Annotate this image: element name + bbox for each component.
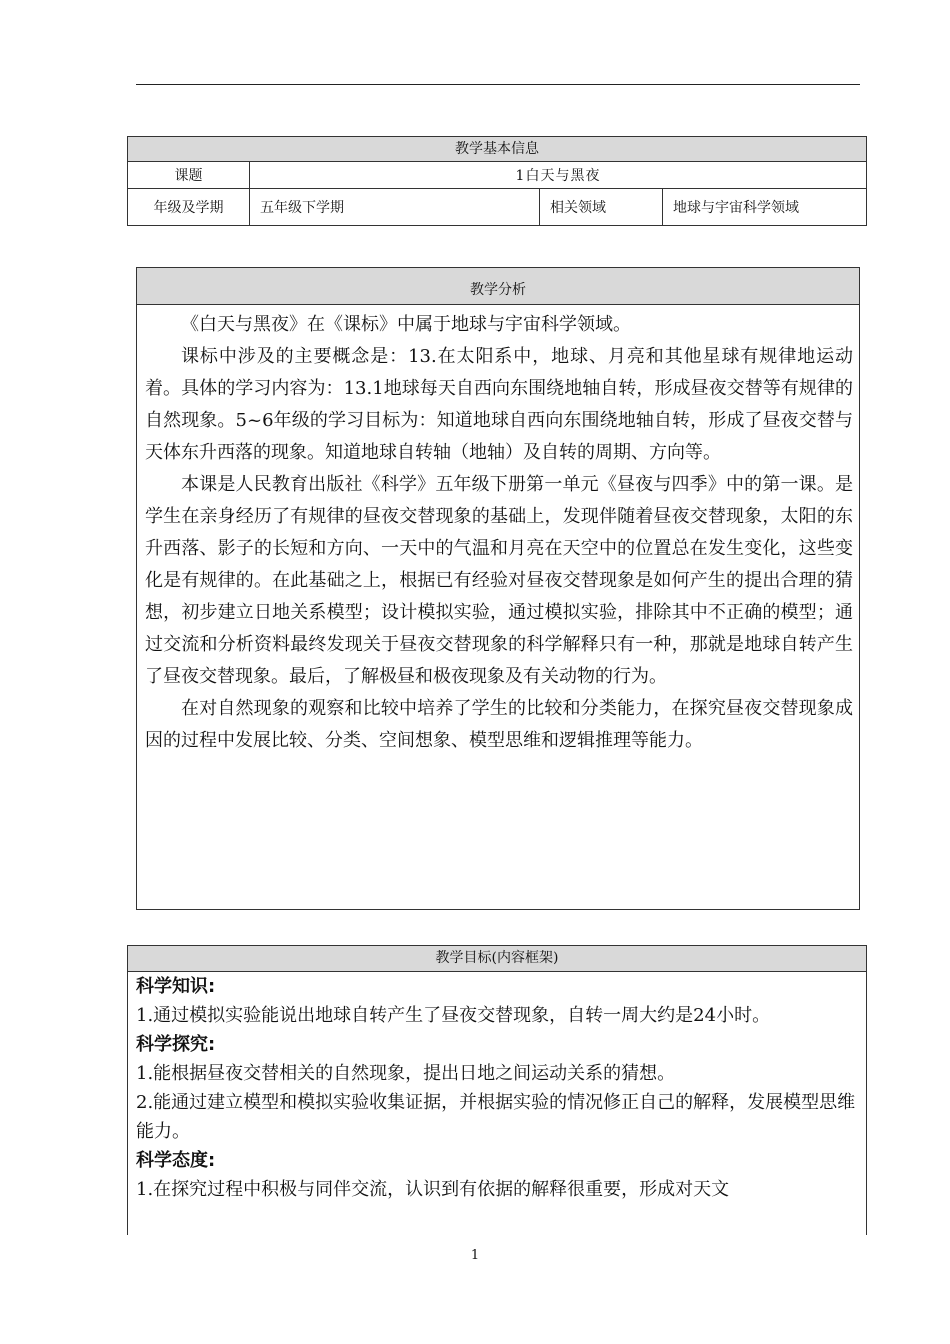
header-rule [136,84,860,85]
analysis-paragraph: 《白天与黑夜》在《课标》中属于地球与宇宙科学领域。 [181,314,631,335]
attitude-heading: 科学态度: [136,1150,216,1171]
field-value: 地球与宇宙科学领域 [673,200,799,216]
objectives-table [127,945,867,1235]
analysis-table [136,267,860,910]
analysis-paragraph: 本课是人民教育出版社《科学》五年级下册第一单元《昼夜与四季》中的第一课。是学生在亲身经历了有规律的昼夜交替现象的基础上，发现伴随着昼夜交替现象，太阳的东升西落、影子的长短和方向、一天中的气温和月亮在天空中的位置总在发生变化，这些变化是有规律的。在此基础之上，根据已有经验对昼夜交替现象是如何产生的提出合理的猜想，初步建立日地关系模型；设计模拟实验，通过模拟实验，排除其中不正确的模型；通过交流和分析资料最终发现关于昼夜交替现象的科学解释只有一种，那就是地球自转产生了昼夜交替现象。最后，了解极昼和极夜现象及有关动物的行为。 [145,474,853,687]
inquiry-item: 1.能根据昼夜交替相关的自然现象，提出日地之间运动关系的猜想。 [136,1063,676,1084]
grade-row [128,189,866,225]
objectives-header: 教学目标(内容框架) [128,946,866,972]
analysis-body [137,305,859,757]
basic-info-header: 教学基本信息 [128,137,866,162]
topic-value: 1白天与黑夜 [515,168,601,184]
analysis-paragraph: 在对自然现象的观察和比较中培养了学生的比较和分类能力，在探究昼夜交替现象成因的过程中发展比较、分类、空间想象、模型思维和逻辑推理等能力。 [145,698,853,751]
field-label: 相关领域 [540,189,663,225]
basic-info-table [127,136,867,226]
topic-row [128,162,866,189]
inquiry-heading: 科学探究: [136,1034,216,1055]
attitude-item: 1.在探究过程中积极与同伴交流，认识到有依据的解释很重要，形成对天文 [136,1179,730,1200]
objectives-body [128,972,866,1204]
topic-label: 课题 [128,162,250,188]
inquiry-item: 2.能通过建立模型和模拟实验收集证据，并根据实验的情况修正自己的解释，发展模型思维能力。 [136,1092,856,1142]
analysis-paragraph: 课标中涉及的主要概念是：13.在太阳系中，地球、月亮和其他星球有规律地运动着。具体的学习内容为：13.1地球每天自西向东围绕地轴自转，形成昼夜交替等有规律的自然现象。5~6年级的学习目标为：知道地球自西向东围绕地轴自转，形成了昼夜交替与天体东升西落的现象。知道地球自转轴（地轴）及自转的周期、方向等。 [145,346,853,463]
analysis-header: 教学分析 [137,268,859,305]
knowledge-heading: 科学知识: [136,976,216,997]
grade-value: 五年级下学期 [250,189,540,225]
grade-label: 年级及学期 [128,189,250,225]
knowledge-item: 1.通过模拟实验能说出地球自转产生了昼夜交替现象，自转一周大约是24小时。 [136,1005,771,1026]
page-number: 1 [470,1248,480,1263]
